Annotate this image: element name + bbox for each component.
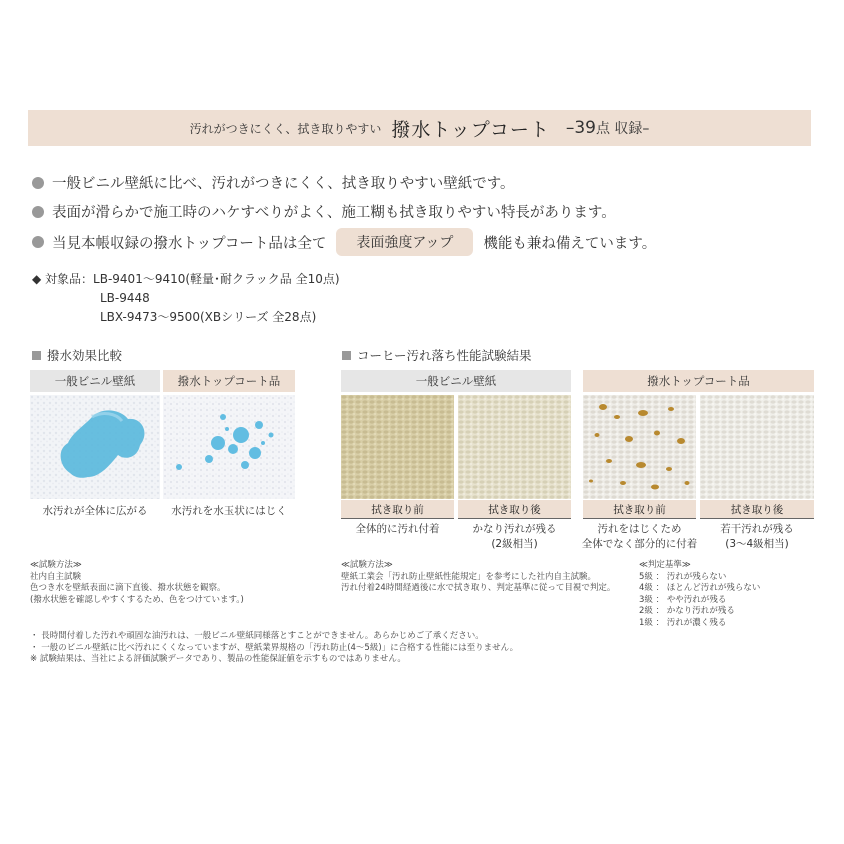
coffee-topcoat-before-image (583, 395, 696, 499)
feature-text-3a: 当見本帳収録の撥水トップコート品は全て (52, 235, 327, 252)
method-mid-title: ≪試験方法≫ (341, 560, 393, 570)
banner-title: 撥水トップコート (391, 118, 550, 141)
criteria-line-1: 1級 ： 汚れが濃く残る (639, 617, 727, 628)
water-section-title: 撥水効果比較 (47, 348, 123, 363)
coffee-result-3 (572, 521, 707, 551)
coffee-label-3: 拭き取り前 (583, 500, 696, 519)
bullet-dot-icon (32, 236, 44, 248)
feature-text-2: 表面が滑らかで施工時のハケすべりがよく、施工糊も拭き取りやすい特長があります。 (52, 205, 616, 221)
coffee-right-header: 撥水トップコート品 (583, 370, 814, 392)
coffee-label-1: 拭き取り前 (341, 500, 454, 519)
method-mid-line-1: 壁紙工業会「汚れ防止壁紙性能規定」を参考にした社内自主試験。 (341, 571, 597, 582)
criteria-line-5: 5級 ： 汚れが残らない (639, 571, 727, 582)
coffee-result-2-line2: (2級相当) (491, 538, 538, 550)
method-mid-line-2: 汚れ付着24時間経過後に水で拭き取り、判定基準に従って目視で判定。 (341, 583, 616, 593)
bullet-dot-icon (32, 177, 44, 189)
square-marker-icon (342, 351, 351, 360)
water-spread-image (30, 395, 160, 499)
coffee-section-title: コーヒー汚れ落ち性能試験結果 (357, 348, 532, 363)
coffee-test-method (341, 560, 631, 595)
criteria-line-3: 3級 ： やや汚れが残る (639, 594, 727, 605)
water-right-header: 撥水トップコート品 (163, 370, 295, 392)
method-left-line-3: (撥水状態を確認しやすくするため、色をつけています。) (30, 594, 244, 605)
coffee-result-2 (458, 521, 571, 551)
footnote-2: ・ 一般のビニル壁紙に比べ汚れにくくなっていますが、壁紙業界規格の「汚れ防止(4～5級)」に合格する性能には至りません。 (30, 642, 519, 653)
method-left-title: ≪試験方法≫ (30, 560, 82, 570)
target-line-2: LB-9448 (100, 291, 150, 305)
coffee-result-2-line1: かなり汚れが残る (472, 523, 557, 535)
coffee-normal-after-image (458, 395, 571, 499)
surface-strength-badge: 表面強度アップ (336, 228, 473, 256)
banner-count-number: –39 (565, 118, 596, 138)
banner-lead: 汚れがつきにくく、拭き取りやすい (189, 121, 382, 136)
water-section-heading (32, 346, 122, 364)
coffee-result-4-line1: 若干汚れが残る (720, 523, 794, 535)
square-marker-icon (32, 351, 41, 360)
coffee-result-4-line2: (3～4級相当) (725, 538, 789, 550)
water-beads-image (163, 395, 295, 499)
water-left-caption: 水汚れが全体に広がる (42, 505, 148, 517)
footnote-1: ・ 長時間付着した汚れや頑固な油汚れは、一般ビニル壁紙同様落とすことができません。あらかじめご了承ください。 (30, 631, 484, 641)
coffee-label-4: 拭き取り後 (700, 500, 814, 519)
banner-count-suffix: 点 収録– (595, 121, 650, 137)
criteria-line-4: 4級 ： ほとんど汚れが残らない (639, 583, 761, 593)
water-right-caption: 水汚れを水玉状にはじく (171, 505, 287, 517)
feature-text-3b: 機能も兼ね備えています。 (483, 235, 657, 252)
criteria-line-2: 2級 ： かなり汚れが残る (639, 606, 735, 616)
coffee-left-header: 一般ビニル壁紙 (341, 370, 571, 392)
coffee-topcoat-after-image (700, 395, 814, 499)
coffee-section-heading (342, 346, 532, 364)
feature-bullet-1 (32, 172, 515, 193)
coffee-label-2: 拭き取り後 (458, 500, 571, 519)
judgement-criteria (639, 560, 814, 629)
feature-text-1: 一般ビニル壁紙に比べ、汚れがつきにくく、拭き取りやすい壁紙です。 (52, 176, 515, 192)
water-left-header: 一般ビニル壁紙 (30, 370, 160, 392)
feature-bullet-3 (32, 228, 656, 256)
coffee-result-3-line2: 全体でなく部分的に付着 (581, 538, 698, 550)
footnote-3: ※ 試験結果は、当社による評価試験データであり、製品の性能保証値を示すものではありません。 (30, 654, 406, 664)
target-line-3: LBX-9473～9500(XBシリーズ 全28点) (100, 310, 317, 324)
method-left-line-1: 社内自主試験 (30, 571, 82, 582)
footnotes (30, 631, 810, 666)
coffee-result-4 (700, 521, 814, 551)
coffee-result-3-line1: 汚れをはじくため (597, 523, 682, 535)
coffee-result-1-line1: 全体的に汚れ付着 (355, 523, 440, 535)
coffee-result-1 (341, 521, 454, 536)
feature-bullet-2 (32, 201, 616, 222)
water-test-method (30, 560, 330, 606)
criteria-title: ≪判定基準≫ (639, 560, 691, 570)
banner-count (566, 118, 650, 138)
coffee-normal-before-image (341, 395, 454, 499)
target-products (32, 270, 340, 327)
title-banner (28, 110, 811, 146)
bullet-dot-icon (32, 206, 44, 218)
target-line-1: ◆ 対象品：LB-9401～9410(軽量･耐クラック品 全10点) (32, 272, 340, 286)
method-left-line-2: 色つき水を壁紙表面に滴下直後、撥水状態を観察。 (30, 583, 226, 593)
